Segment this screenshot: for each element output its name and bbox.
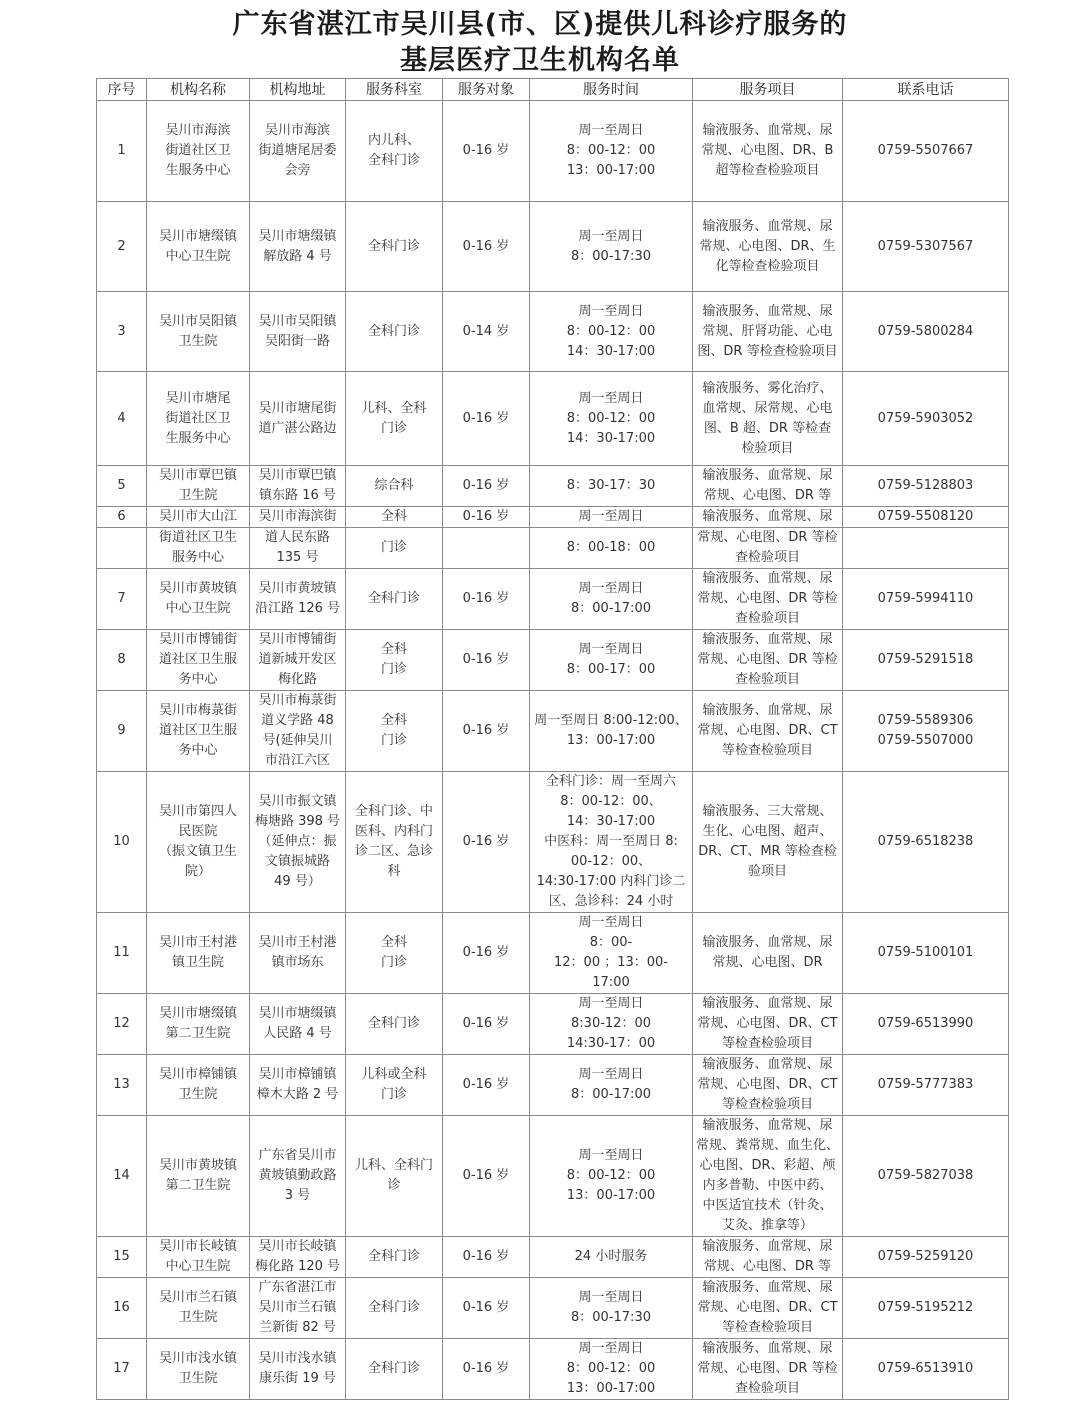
cell-phone: 0759-5307567 [843, 202, 1009, 292]
cell-department: 全科 门诊 [346, 630, 443, 691]
cell-target: 0-16 岁 [443, 1339, 530, 1400]
cell-service-items: 输液服务、血常规、尿 常规、心电图、DR、CT 等检查检验项目 [693, 994, 843, 1055]
cell-service-time: 周一至周日 8：00-12：00 13：00-17:00 [530, 1339, 693, 1400]
cell-target: 0-16 岁 [443, 101, 530, 202]
cell-service-time: 周一至周日 8:00-12:00、 13：00-17:00 [530, 691, 693, 772]
cell-institution-name: 吴川市黄坡镇 中心卫生院 [147, 569, 250, 630]
cell-department: 全科门诊 [346, 569, 443, 630]
document-title-line-2: 基层医疗卫生机构名单 [400, 45, 680, 76]
cell-service-items: 输液服务、血常规、尿 常规、心电图、DR 等检 查检验项目 [693, 630, 843, 691]
cell-phone: 0759-5128803 [843, 466, 1009, 507]
cell-department: 全科门诊 [346, 1339, 443, 1400]
cell-service-time: 周一至周日 8：00-17:00 [530, 569, 693, 630]
cell-service-time: 24 小时服务 [530, 1237, 693, 1278]
cell-number: 12 [97, 994, 147, 1055]
cell-number: 15 [97, 1237, 147, 1278]
document-title-line-1: 广东省湛江市吴川县(市、区)提供儿科诊疗服务的 [232, 9, 848, 40]
cell-service-time: 周一至周日 8：00-17:30 [530, 1278, 693, 1339]
cell-service-time: 周一至周日 8：00- 12：00 ；13：00- 17:00 [530, 913, 693, 994]
cell-phone: 0759-5100101 [843, 913, 1009, 994]
cell-target: 0-16 岁 [443, 569, 530, 630]
cell-number: 5 [97, 466, 147, 507]
table-row [97, 994, 1009, 1055]
cell-service-time: 周一至周日 8：00-12：00 13：00-17:00 [530, 1116, 693, 1237]
cell-department: 全科门诊、中 医科、内科门 诊二区、急诊 科 [346, 772, 443, 913]
cell-phone: 0759-5800284 [843, 292, 1009, 372]
cell-number: 8 [97, 630, 147, 691]
table-row [97, 372, 1009, 466]
cell-number: 1 [97, 101, 147, 202]
cell-institution-name: 吴川市梅菉街 道社区卫生服 务中心 [147, 691, 250, 772]
table-row [97, 569, 1009, 630]
cell-address: 道人民东路 135 号 [250, 528, 346, 569]
cell-service-items: 输液服务、血常规、尿 常规、心电图、DR 等检 查检验项目 [693, 1339, 843, 1400]
cell-service-items: 输液服务、血常规、尿 常规、心电图、DR、生 化等检查检验项目 [693, 202, 843, 292]
cell-address: 广东省湛江市 吴川市兰石镇 兰新街 82 号 [250, 1278, 346, 1339]
cell-number: 6 [97, 507, 147, 528]
cell-target: 0-16 岁 [443, 994, 530, 1055]
cell-target: 0-16 岁 [443, 466, 530, 507]
cell-service-time: 周一至周日 8：00-12：00 14：30-17:00 [530, 292, 693, 372]
cell-service-items: 输液服务、血常规、尿 常规、粪常规、血生化、 心电图、DR、彩超、颅 内多普勒、中医中药、 中医适宜技术（针灸、 艾灸、推拿等） [693, 1116, 843, 1237]
cell-institution-name: 吴川市海滨 街道社区卫 生服务中心 [147, 101, 250, 202]
cell-service-items: 输液服务、血常规、尿 [693, 507, 843, 528]
cell-phone: 0759-5195212 [843, 1278, 1009, 1339]
cell-service-items: 输液服务、血常规、尿 常规、肝肾功能、心电 图、DR 等检查检验项目 [693, 292, 843, 372]
cell-service-time: 8：00-18：00 [530, 528, 693, 569]
cell-address: 吴川市吴阳镇 吴阳街一路 [250, 292, 346, 372]
cell-department: 全科门诊 [346, 994, 443, 1055]
cell-institution-name: 吴川市博铺街 道社区卫生服 务中心 [147, 630, 250, 691]
cell-department: 全科 门诊 [346, 913, 443, 994]
cell-phone: 0759-6513910 [843, 1339, 1009, 1400]
cell-department: 综合科 [346, 466, 443, 507]
cell-institution-name: 吴川市吴阳镇 卫生院 [147, 292, 250, 372]
cell-institution-name: 吴川市长岐镇 中心卫生院 [147, 1237, 250, 1278]
cell-service-items: 输液服务、血常规、尿 常规、心电图、DR [693, 913, 843, 994]
table-row [97, 1116, 1009, 1237]
table-row [97, 507, 1009, 528]
cell-address: 广东省吴川市 黄坡镇勤政路 3 号 [250, 1116, 346, 1237]
cell-target: 0-16 岁 [443, 1278, 530, 1339]
cell-department: 全科门诊 [346, 292, 443, 372]
cell-service-items: 输液服务、血常规、尿 常规、心电图、DR、CT 等检查检验项目 [693, 1055, 843, 1116]
cell-department: 儿科、全科 门诊 [346, 372, 443, 466]
cell-service-time: 周一至周日 8:30-12：00 14:30-17：00 [530, 994, 693, 1055]
cell-phone [843, 528, 1009, 569]
cell-department: 儿科、全科门 诊 [346, 1116, 443, 1237]
table-row [97, 1278, 1009, 1339]
cell-phone: 0759-5777383 [843, 1055, 1009, 1116]
cell-number: 3 [97, 292, 147, 372]
cell-institution-name: 吴川市第四人 民医院 （振文镇卫生 院） [147, 772, 250, 913]
header-phone: 联系电话 [843, 79, 1009, 101]
cell-institution-name: 吴川市兰石镇 卫生院 [147, 1278, 250, 1339]
cell-department: 儿科或全科 门诊 [346, 1055, 443, 1116]
cell-institution-name: 吴川市浅水镇 卫生院 [147, 1339, 250, 1400]
cell-service-items: 输液服务、雾化治疗、 血常规、尿常规、心电 图、B 超、DR 等检查 检验项目 [693, 372, 843, 466]
cell-target [443, 528, 530, 569]
table-row [97, 1339, 1009, 1400]
cell-service-time: 8：30-17：30 [530, 466, 693, 507]
cell-department: 全科门诊 [346, 1278, 443, 1339]
cell-address: 吴川市塘尾街 道广湛公路边 [250, 372, 346, 466]
cell-service-time: 周一至周日 8：00-17：00 [530, 630, 693, 691]
cell-service-items: 输液服务、血常规、尿 常规、心电图、DR、CT 等检查检验项目 [693, 691, 843, 772]
table-row [97, 772, 1009, 913]
cell-institution-name: 吴川市塘尾 街道社区卫 生服务中心 [147, 372, 250, 466]
cell-target: 0-16 岁 [443, 691, 530, 772]
cell-address: 吴川市浅水镇 康乐街 19 号 [250, 1339, 346, 1400]
cell-service-items: 输液服务、血常规、尿 常规、心电图、DR 等 [693, 1237, 843, 1278]
cell-institution-name: 吴川市王村港 镇卫生院 [147, 913, 250, 994]
cell-number: 14 [97, 1116, 147, 1237]
cell-number: 11 [97, 913, 147, 994]
table-row [97, 101, 1009, 202]
cell-number: 17 [97, 1339, 147, 1400]
table-row [97, 1237, 1009, 1278]
cell-department: 全科 [346, 507, 443, 528]
cell-number: 2 [97, 202, 147, 292]
table-row [97, 1055, 1009, 1116]
cell-phone: 0759-5827038 [843, 1116, 1009, 1237]
cell-institution-name: 吴川市覃巴镇 卫生院 [147, 466, 250, 507]
cell-service-items: 常规、心电图、DR 等检 查检验项目 [693, 528, 843, 569]
institution-table [96, 78, 1009, 1400]
table-row [97, 292, 1009, 372]
cell-target: 0-14 岁 [443, 292, 530, 372]
cell-address: 吴川市樟铺镇 樟木大路 2 号 [250, 1055, 346, 1116]
cell-number [97, 528, 147, 569]
cell-institution-name: 吴川市塘缀镇 第二卫生院 [147, 994, 250, 1055]
header-department: 服务科室 [346, 79, 443, 101]
cell-address: 吴川市覃巴镇 镇东路 16 号 [250, 466, 346, 507]
cell-target: 0-16 岁 [443, 1055, 530, 1116]
table-row [97, 202, 1009, 292]
cell-target: 0-16 岁 [443, 1237, 530, 1278]
cell-service-time: 周一至周日 8：00-17:00 [530, 1055, 693, 1116]
cell-service-time: 周一至周日 [530, 507, 693, 528]
table-row [97, 913, 1009, 994]
cell-number: 7 [97, 569, 147, 630]
cell-service-time: 周一至周日 8：00-17:30 [530, 202, 693, 292]
cell-department: 全科门诊 [346, 202, 443, 292]
table-row [97, 691, 1009, 772]
table-row [97, 528, 1009, 569]
cell-address: 吴川市博铺街 道新城开发区 梅化路 [250, 630, 346, 691]
header-no: 序号 [97, 79, 147, 101]
cell-number: 16 [97, 1278, 147, 1339]
header-items: 服务项目 [693, 79, 843, 101]
cell-department: 内儿科、 全科门诊 [346, 101, 443, 202]
cell-target: 0-16 岁 [443, 1116, 530, 1237]
cell-institution-name: 吴川市黄坡镇 第二卫生院 [147, 1116, 250, 1237]
cell-target: 0-16 岁 [443, 202, 530, 292]
cell-address: 吴川市塘缀镇 解放路 4 号 [250, 202, 346, 292]
cell-address: 吴川市王村港 镇市场东 [250, 913, 346, 994]
cell-address: 吴川市海滨街 [250, 507, 346, 528]
cell-institution-name: 吴川市大山江 [147, 507, 250, 528]
cell-phone: 0759-5589306 0759-5507000 [843, 691, 1009, 772]
cell-address: 吴川市振文镇 梅塘路 398 号 （延伸点：振 文镇振城路 49 号） [250, 772, 346, 913]
cell-phone: 0759-6518238 [843, 772, 1009, 913]
cell-target: 0-16 岁 [443, 372, 530, 466]
cell-phone: 0759-5259120 [843, 1237, 1009, 1278]
table-row [97, 466, 1009, 507]
cell-service-items: 输液服务、血常规、尿 常规、心电图、DR 等检 查检验项目 [693, 569, 843, 630]
header-time: 服务时间 [530, 79, 693, 101]
cell-number: 4 [97, 372, 147, 466]
cell-phone: 0759-5903052 [843, 372, 1009, 466]
cell-address: 吴川市梅菉街 道义学路 48 号(延伸吴川 市沿江六区 [250, 691, 346, 772]
cell-target: 0-16 岁 [443, 772, 530, 913]
cell-department: 全科 门诊 [346, 691, 443, 772]
cell-phone: 0759-5508120 [843, 507, 1009, 528]
cell-address: 吴川市塘缀镇 人民路 4 号 [250, 994, 346, 1055]
cell-phone: 0759-5291518 [843, 630, 1009, 691]
cell-phone: 0759-5994110 [843, 569, 1009, 630]
cell-phone: 0759-5507667 [843, 101, 1009, 202]
cell-institution-name: 吴川市樟铺镇 卫生院 [147, 1055, 250, 1116]
table-header-row [97, 79, 1009, 101]
cell-service-items: 输液服务、三大常规、 生化、心电图、超声、 DR、CT、MR 等检查检 验项目 [693, 772, 843, 913]
cell-department: 全科门诊 [346, 1237, 443, 1278]
header-name: 机构名称 [147, 79, 250, 101]
cell-service-time: 周一至周日 8：00-12：00 13：00-17:00 [530, 101, 693, 202]
cell-address: 吴川市黄坡镇 沿江路 126 号 [250, 569, 346, 630]
cell-number: 10 [97, 772, 147, 913]
header-address: 机构地址 [250, 79, 346, 101]
cell-phone: 0759-6513990 [843, 994, 1009, 1055]
cell-number: 13 [97, 1055, 147, 1116]
cell-institution-name: 吴川市塘缀镇 中心卫生院 [147, 202, 250, 292]
cell-target: 0-16 岁 [443, 507, 530, 528]
cell-department: 门诊 [346, 528, 443, 569]
cell-address: 吴川市海滨 街道塘尾居委 会旁 [250, 101, 346, 202]
cell-target: 0-16 岁 [443, 913, 530, 994]
cell-institution-name: 街道社区卫生 服务中心 [147, 528, 250, 569]
cell-service-items: 输液服务、血常规、尿 常规、心电图、DR 等 [693, 466, 843, 507]
header-target: 服务对象 [443, 79, 530, 101]
cell-target: 0-16 岁 [443, 630, 530, 691]
cell-service-time: 全科门诊：周一至周六 8：00-12：00、 14：30-17:00 中医科：周一至周日 8: 00-12：00、 14:30-17:00 内科门诊二 区、急诊科：24 小时 [530, 772, 693, 913]
cell-service-time: 周一至周日 8：00-12：00 14：30-17:00 [530, 372, 693, 466]
table-row [97, 630, 1009, 691]
cell-service-items: 输液服务、血常规、尿 常规、心电图、DR、B 超等检查检验项目 [693, 101, 843, 202]
cell-address: 吴川市长岐镇 梅化路 120 号 [250, 1237, 346, 1278]
cell-service-items: 输液服务、血常规、尿 常规、心电图、DR、CT 等检查检验项目 [693, 1278, 843, 1339]
cell-number: 9 [97, 691, 147, 772]
